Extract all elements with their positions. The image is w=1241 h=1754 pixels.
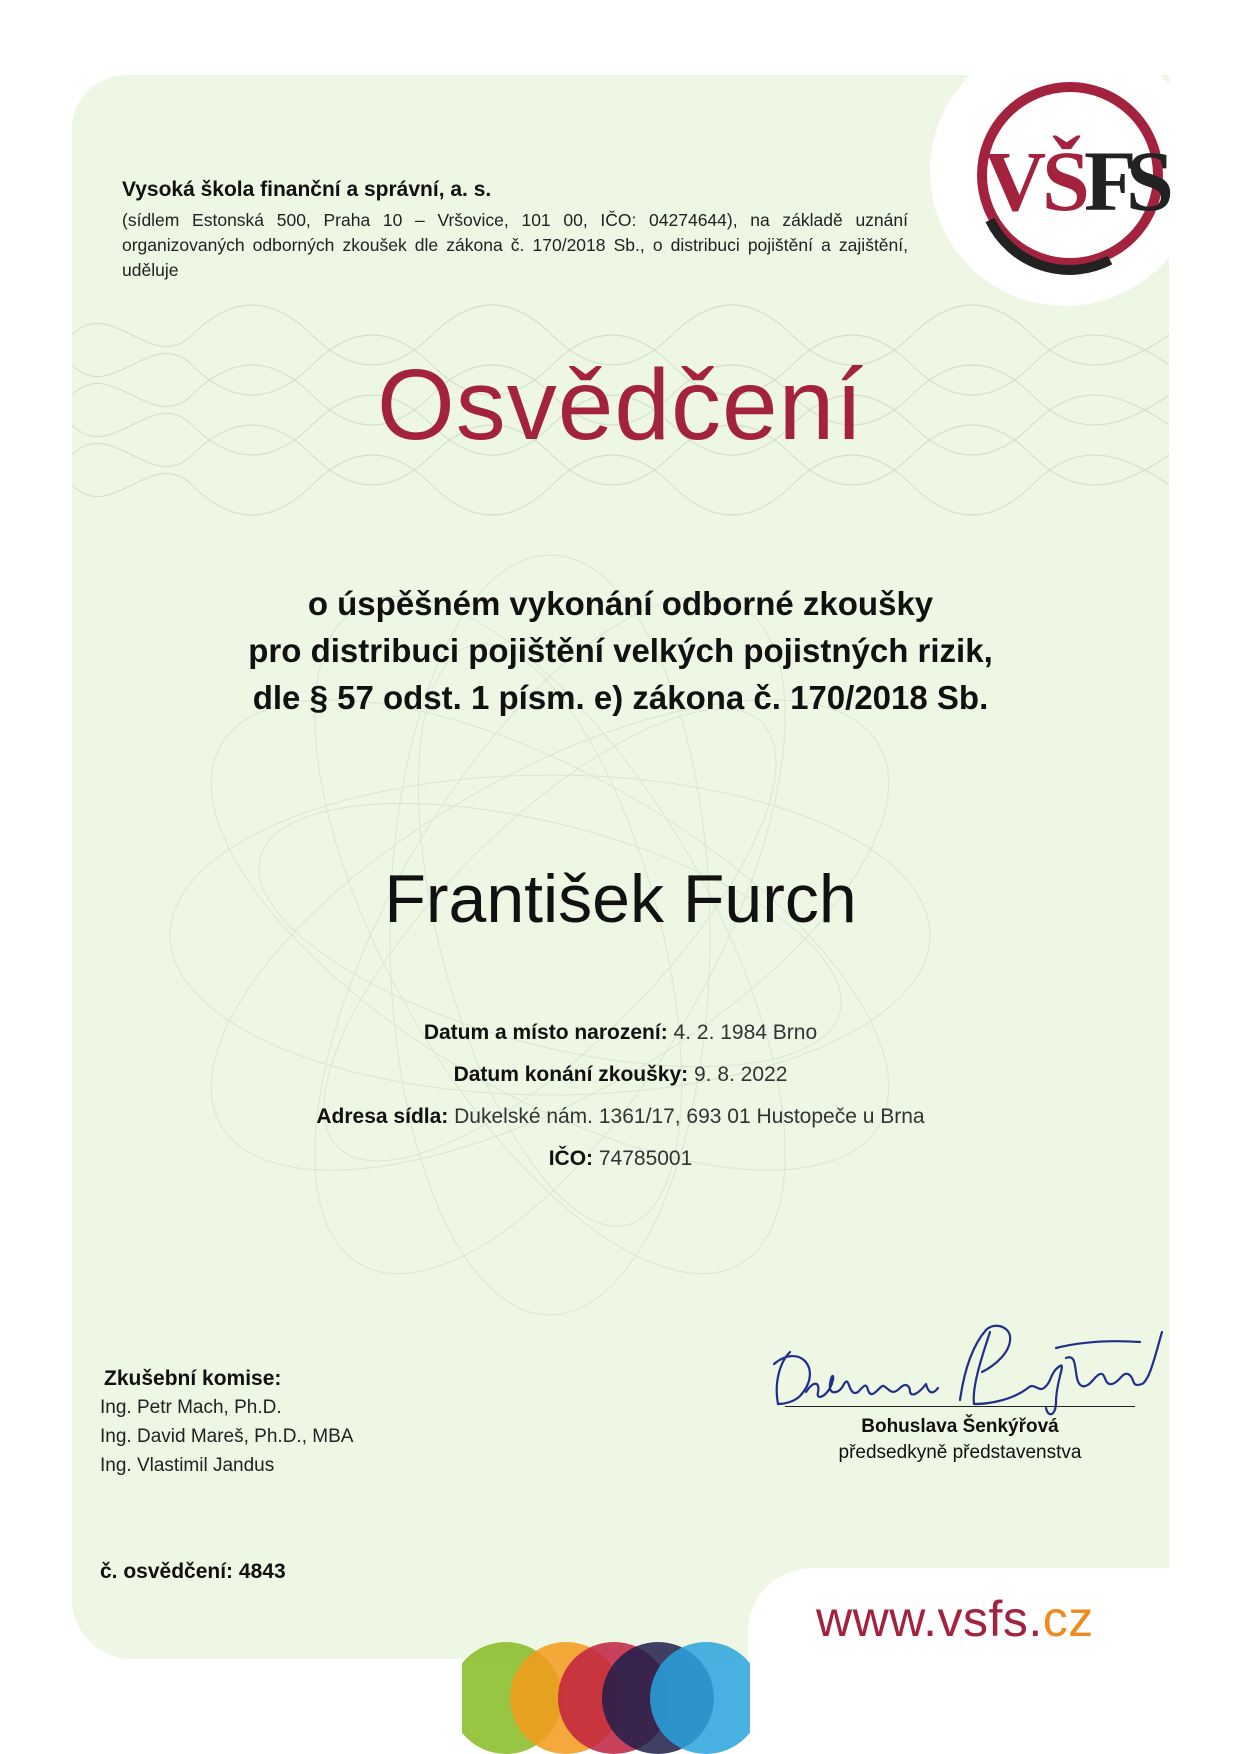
issuer-text: (sídlem Estonská 500, Praha 10 – Vršovice, 101 00, IČO: 04274644), na základě uznání organizovaných odborných zkoušek dle zákona č. 170/2018 Sb., o distribuci pojištění a zajištění, uděluje: [122, 210, 908, 280]
svg-text:Š: Š: [1042, 133, 1090, 229]
exam-committee: [100, 1364, 353, 1480]
subtitle-line: pro distribuci pojištění velkých pojistných rizik,: [248, 632, 993, 669]
signer-role: předsedkyně představenstva: [838, 1442, 1082, 1463]
holder-name: František Furch: [384, 861, 857, 937]
website-tld: cz: [1042, 1591, 1094, 1647]
exam-date-row: [0, 1054, 1241, 1096]
birth-row: [0, 1012, 1241, 1054]
svg-text:F: F: [1084, 133, 1137, 229]
address-value: Dukelské nám. 1361/17, 693 01 Hustopeče u Brna: [454, 1105, 925, 1128]
birth-label: Datum a místo narození:: [423, 1021, 668, 1044]
certificate-title: Osvědčení: [376, 349, 865, 461]
exam-date-label: Datum konání zkoušky:: [453, 1063, 689, 1086]
signer-name: Bohuslava Šenkýřová: [861, 1416, 1059, 1437]
signer-block: [790, 1414, 1130, 1466]
address-label: Adresa sídla:: [316, 1105, 449, 1128]
committee-member: Ing. Petr Mach, Ph.D.: [100, 1397, 282, 1418]
address-row: [0, 1096, 1241, 1138]
ico-label: IČO:: [548, 1147, 594, 1170]
ico-row: [0, 1138, 1241, 1180]
issuer-block: [122, 178, 908, 283]
decorative-color-circles: [462, 1640, 750, 1754]
exam-date-value: 9. 8. 2022: [693, 1063, 788, 1086]
committee-member: Ing. Vlastimil Jandus: [100, 1455, 275, 1476]
ico-value: 74785001: [598, 1147, 693, 1170]
certificate-number-label: č. osvědčení:: [100, 1560, 234, 1583]
vsfs-logo: [960, 70, 1180, 280]
svg-text:S: S: [1126, 133, 1174, 229]
certificate-number: [100, 1560, 286, 1584]
issuer-name: Vysoká škola finanční a správní, a. s.: [122, 178, 492, 201]
subtitle-line: dle § 57 odst. 1 písm. e) zákona č. 170/2018 Sb.: [252, 679, 989, 716]
certificate-subtitle: [0, 580, 1241, 721]
website-link[interactable]: [816, 1590, 1094, 1648]
svg-text:V: V: [984, 133, 1047, 229]
certificate-number-value: 4843: [238, 1560, 286, 1583]
birth-value: 4. 2. 1984 Brno: [673, 1021, 818, 1044]
committee-heading: Zkušební komise:: [104, 1367, 282, 1390]
signature-line: [785, 1406, 1135, 1407]
holder-details: [0, 1012, 1241, 1180]
committee-member: Ing. David Mareš, Ph.D., MBA: [100, 1426, 354, 1447]
website-main: www.vsfs.: [816, 1591, 1043, 1647]
subtitle-line: o úspěšném vykonání odborné zkoušky: [307, 585, 934, 622]
